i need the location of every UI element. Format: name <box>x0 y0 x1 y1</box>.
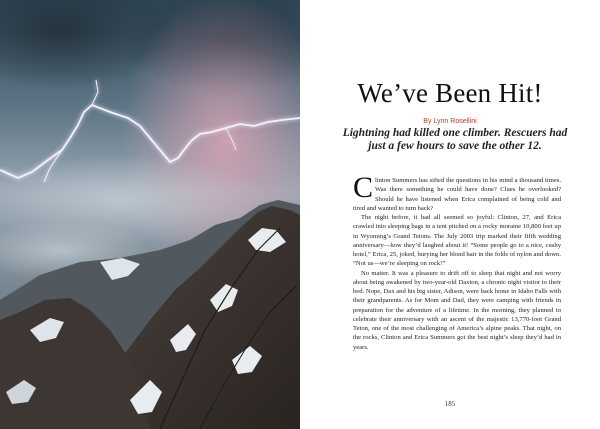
article-deck: Lightning had killed one climber. Rescuers had just a few hours to save the other 12. <box>342 127 568 152</box>
article-paragraph <box>353 171 561 213</box>
article-byline: By Lynn Rosellini <box>423 118 477 125</box>
paragraph-text: linton Summers has sifted the questions in his mind a thousand times. Was there something he could have done? Clues he overlooked? Should he have listened when Erica complained of being cold and tired and wanted to turn back? <box>353 177 561 212</box>
article-page <box>300 0 600 429</box>
page-number: 185 <box>444 400 456 408</box>
article-paragraph: The night before, it had all seemed so joyful: Clinton, 27, and Erica crawled into sleeping bags in a tent pitched on a rocky moraine 10,800 feet up in Wyoming’s Grand Tetons. The July 2003 trip marked their fifth wedding anniversary—how they’d laughed about it! “Some people go to a nice, cushy hotel,” Erica, 25, joked, burying her blond hair in the folds of nylon and down. “Not us—we’re sleeping on rock!” <box>353 214 561 268</box>
article-title: We’ve Been Hit! <box>357 78 543 108</box>
drop-cap: C <box>353 171 374 204</box>
article-paragraph: No matter. It was a pleasure to drift off to sleep that night and not worry about being awakened by two-year-old Daxton, a chronic night visitor to their bed. Nope, Dax and his big sister, Adison, were back home in Idaho Falls with their grandparents. As for Mom and Dad, they were camping with friends in preparation for the adventure of a lifetime. In the morning, they planned to celebrate their anniversary with an ascent of the majestic 13,770-foot Grand Teton, one of the most challenging of America’s alpine peaks. That night, on the rocks, Clinton and Erica Summers got the best night’s sleep they’d had in years. <box>353 269 561 351</box>
article-body <box>353 171 561 352</box>
